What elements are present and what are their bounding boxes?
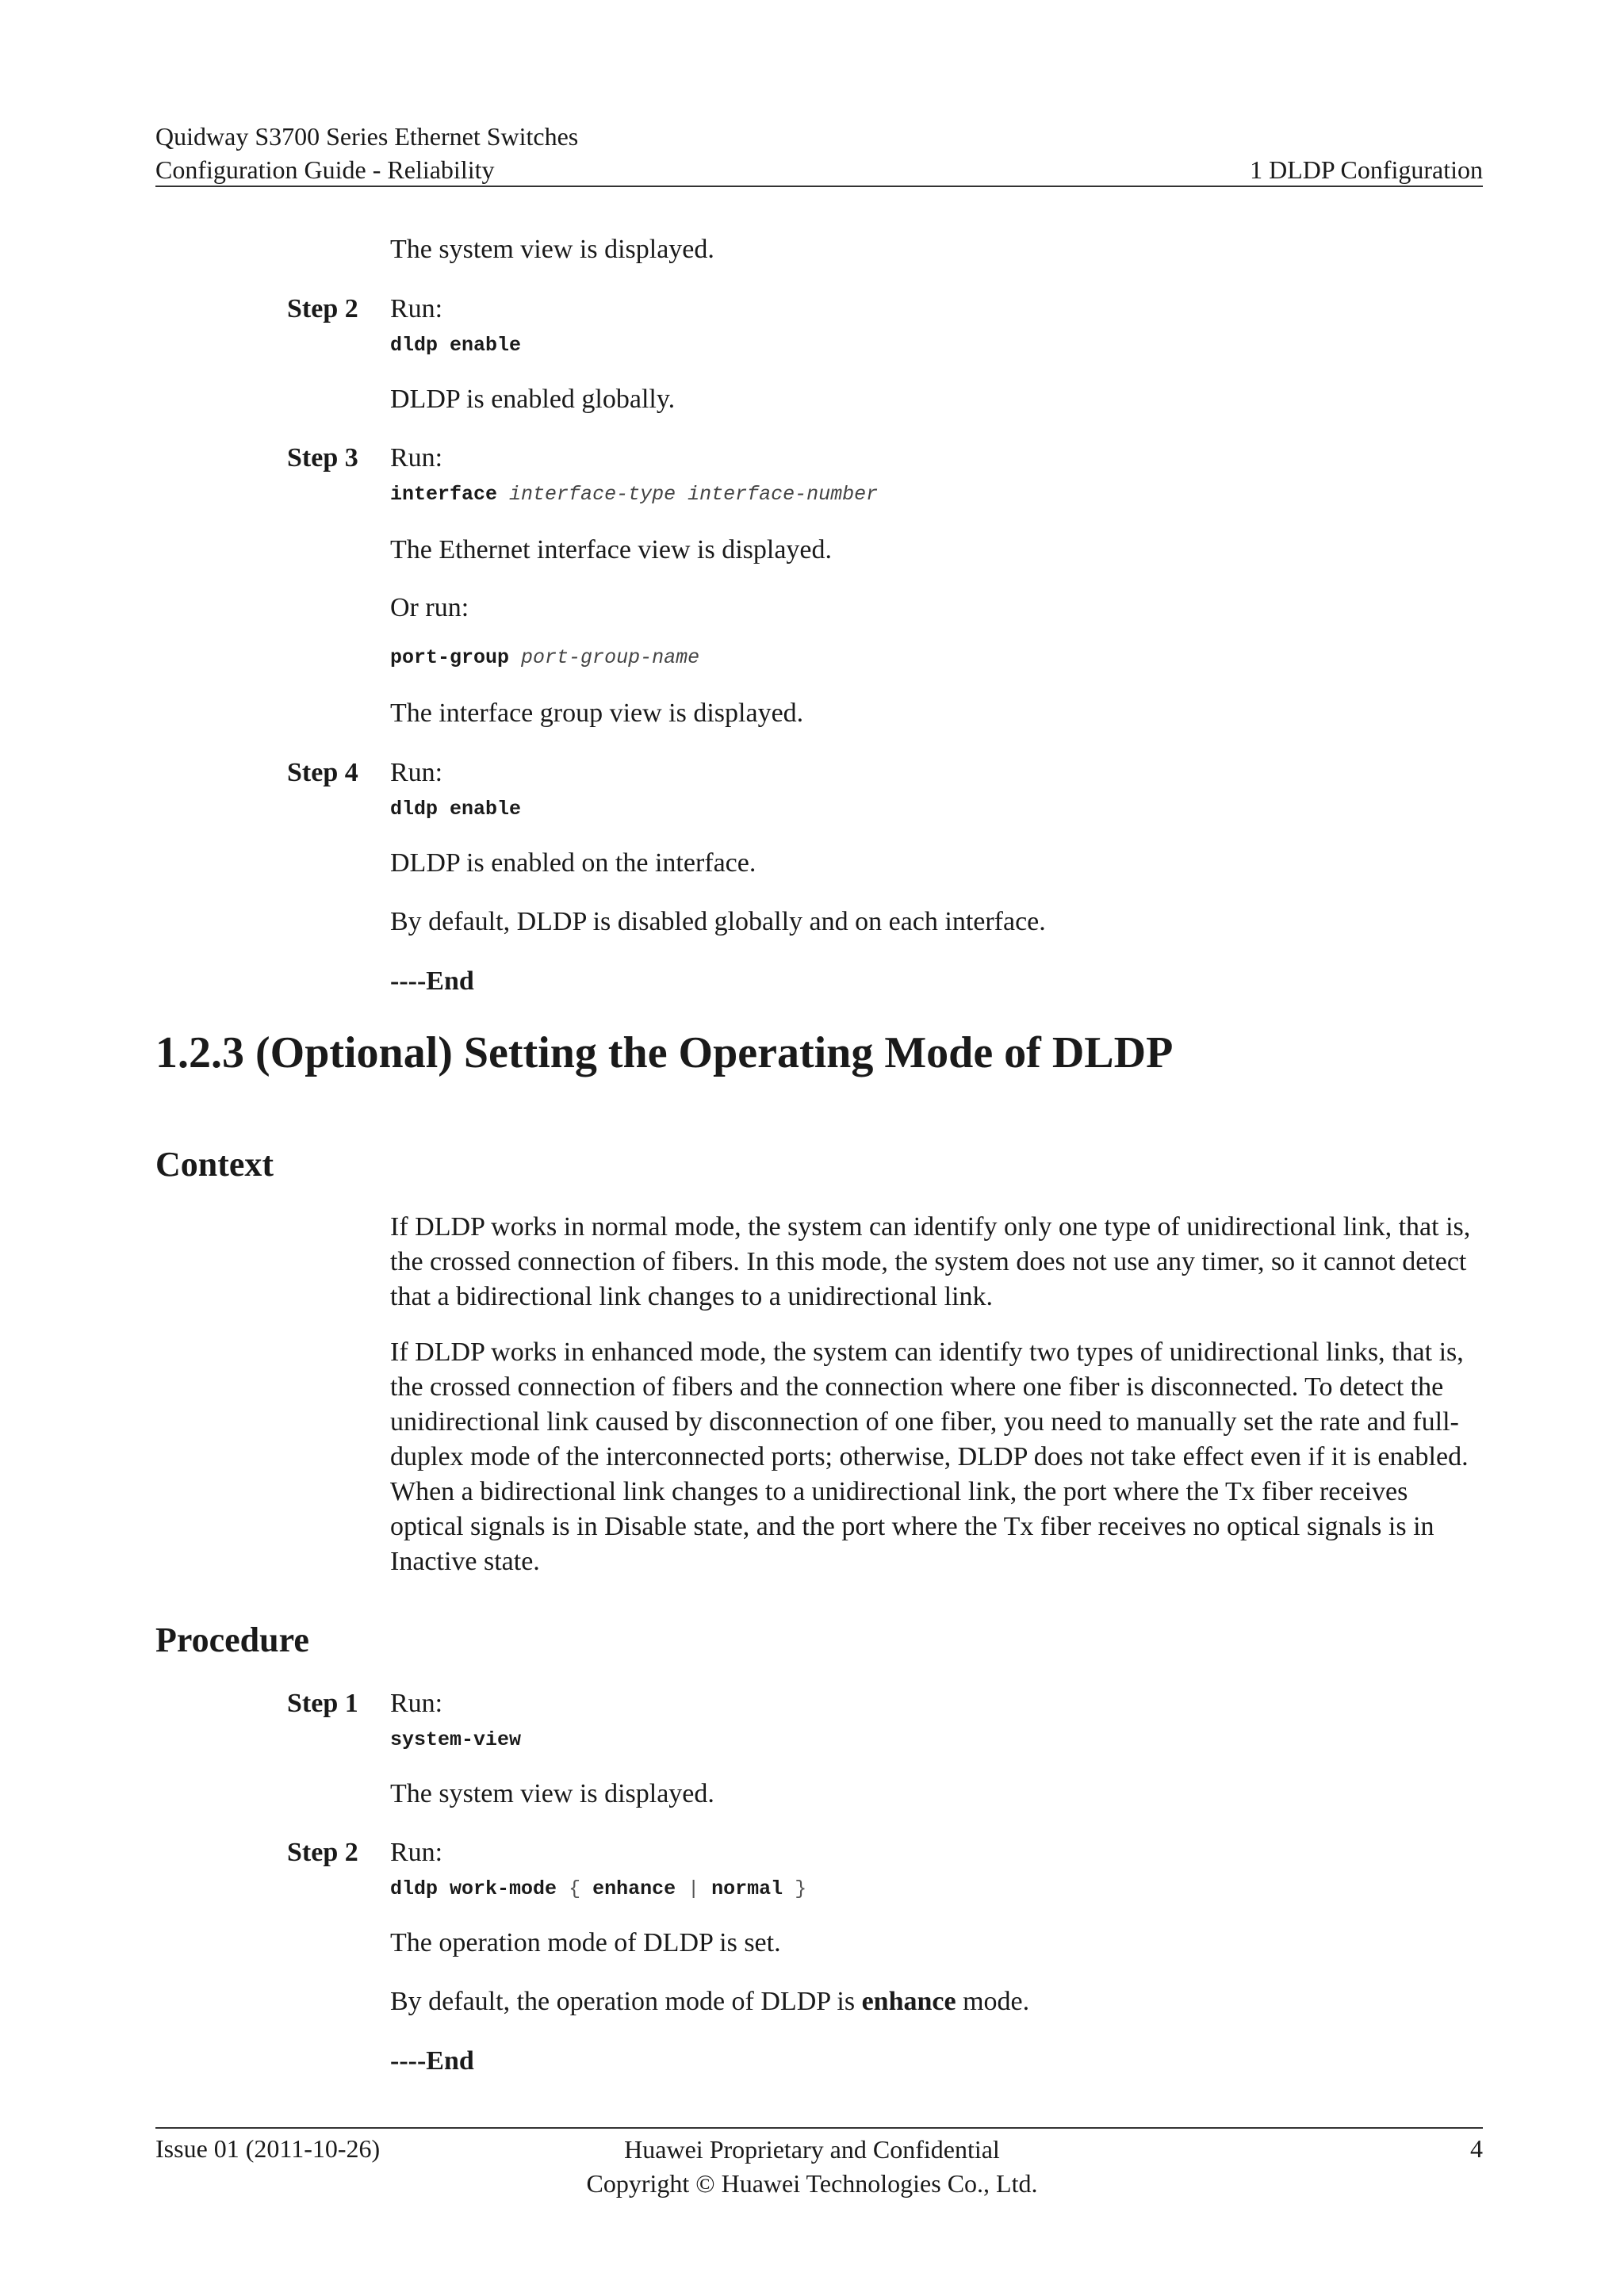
run-label: Run:: [390, 758, 443, 787]
footer-issue: Issue 01 (2011-10-26): [155, 2134, 381, 2163]
command-line: [390, 1728, 521, 1753]
footer-center: [0, 2133, 1624, 2201]
command-keyword: port-group: [390, 646, 510, 669]
step-result: DLDP is enabled on the interface.: [390, 848, 756, 878]
default-prefix: By default, the operation mode of DLDP is: [390, 1987, 856, 2016]
step-label: Step 3: [287, 443, 358, 473]
header-guide: Configuration Guide - Reliability: [155, 155, 495, 184]
option-enhance: enhance: [592, 1877, 676, 1900]
step-result: The system view is displayed.: [390, 1779, 714, 1808]
step-result: The Ethernet interface view is displayed.: [390, 535, 832, 564]
end-marker: ----End: [390, 2046, 474, 2076]
default-note: [390, 1984, 1484, 2019]
page-number: 4: [1470, 2134, 1483, 2163]
context-heading: Context: [155, 1145, 274, 1184]
header-product: Quidway S3700 Series Ethernet Switches: [155, 122, 579, 151]
procedure-heading: Procedure: [155, 1621, 309, 1659]
command-line: [390, 333, 521, 358]
run-label: Run:: [390, 1689, 443, 1718]
step-label: Step 1: [287, 1689, 358, 1718]
command-keyword: system-view: [390, 1728, 522, 1751]
run-label: Run:: [390, 1838, 443, 1867]
run-label: Run:: [390, 443, 443, 473]
step-result: DLDP is enabled globally.: [390, 385, 676, 414]
run-label: Run:: [390, 294, 443, 323]
brace-close: }: [795, 1877, 807, 1900]
default-suffix: mode.: [963, 1987, 1030, 2016]
section-title: 1.2.3 (Optional) Setting the Operating Mode of DLDP: [155, 1028, 1174, 1077]
command-keyword: interface: [390, 483, 498, 506]
header-chapter: 1 DLDP Configuration: [1250, 155, 1483, 184]
command-args: port-group-name: [521, 646, 700, 669]
default-note: By default, DLDP is disabled globally and on each interface.: [390, 907, 1046, 936]
footer-rule: [155, 2127, 1483, 2129]
footer-confidential: Huawei Proprietary and Confidential: [624, 2135, 1000, 2164]
system-view-result: The system view is displayed.: [390, 235, 714, 264]
or-run-label: Or run:: [390, 593, 469, 622]
footer-copyright: Copyright © Huawei Technologies Co., Ltd.: [586, 2169, 1038, 2198]
step-label: Step 4: [287, 758, 358, 787]
command-line: [390, 1877, 806, 1902]
command-line: [390, 645, 699, 671]
option-normal: normal: [711, 1877, 783, 1900]
command-keyword: dldp enable: [390, 798, 522, 821]
step-label: Step 2: [287, 1838, 358, 1867]
default-value: enhance: [861, 1987, 956, 2016]
header-rule: [155, 186, 1483, 187]
brace-open: {: [569, 1877, 581, 1900]
command-keyword: dldp work-mode: [390, 1877, 557, 1900]
command-line: [390, 482, 878, 507]
context-paragraph: If DLDP works in enhanced mode, the system can identify two types of unidirectional links, that is, the crossed connection of fibers and the connection where one fiber is disconnected. To detect the unidirectional link caused by disconnection of one fiber, you need to manually set the rate and full-duplex mode of the interconnected ports; otherwise, DLDP does not take effect even if it is enabled. When a bidirectional link changes to a unidirectional link, the port where the Tx fiber receives optical signals is in Disable state, and the port where the Tx fiber receives no optical signals is in Inactive state.: [390, 1337, 1469, 1576]
command-args: interface-type interface-number: [509, 483, 879, 506]
command-line: [390, 797, 521, 822]
step-result: The operation mode of DLDP is set.: [390, 1928, 781, 1957]
pipe-separator: |: [688, 1877, 700, 1900]
end-marker: ----End: [390, 966, 474, 996]
step-label: Step 2: [287, 294, 358, 323]
context-paragraph: If DLDP works in normal mode, the system can identify only one type of unidirectional link, that is, the crossed connection of fibers. In this mode, the system does not use any timer, so it cannot detect that a bidirectional link changes to a unidirectional link.: [390, 1212, 1471, 1311]
step-result: The interface group view is displayed.: [390, 698, 804, 728]
command-keyword: dldp enable: [390, 334, 522, 357]
